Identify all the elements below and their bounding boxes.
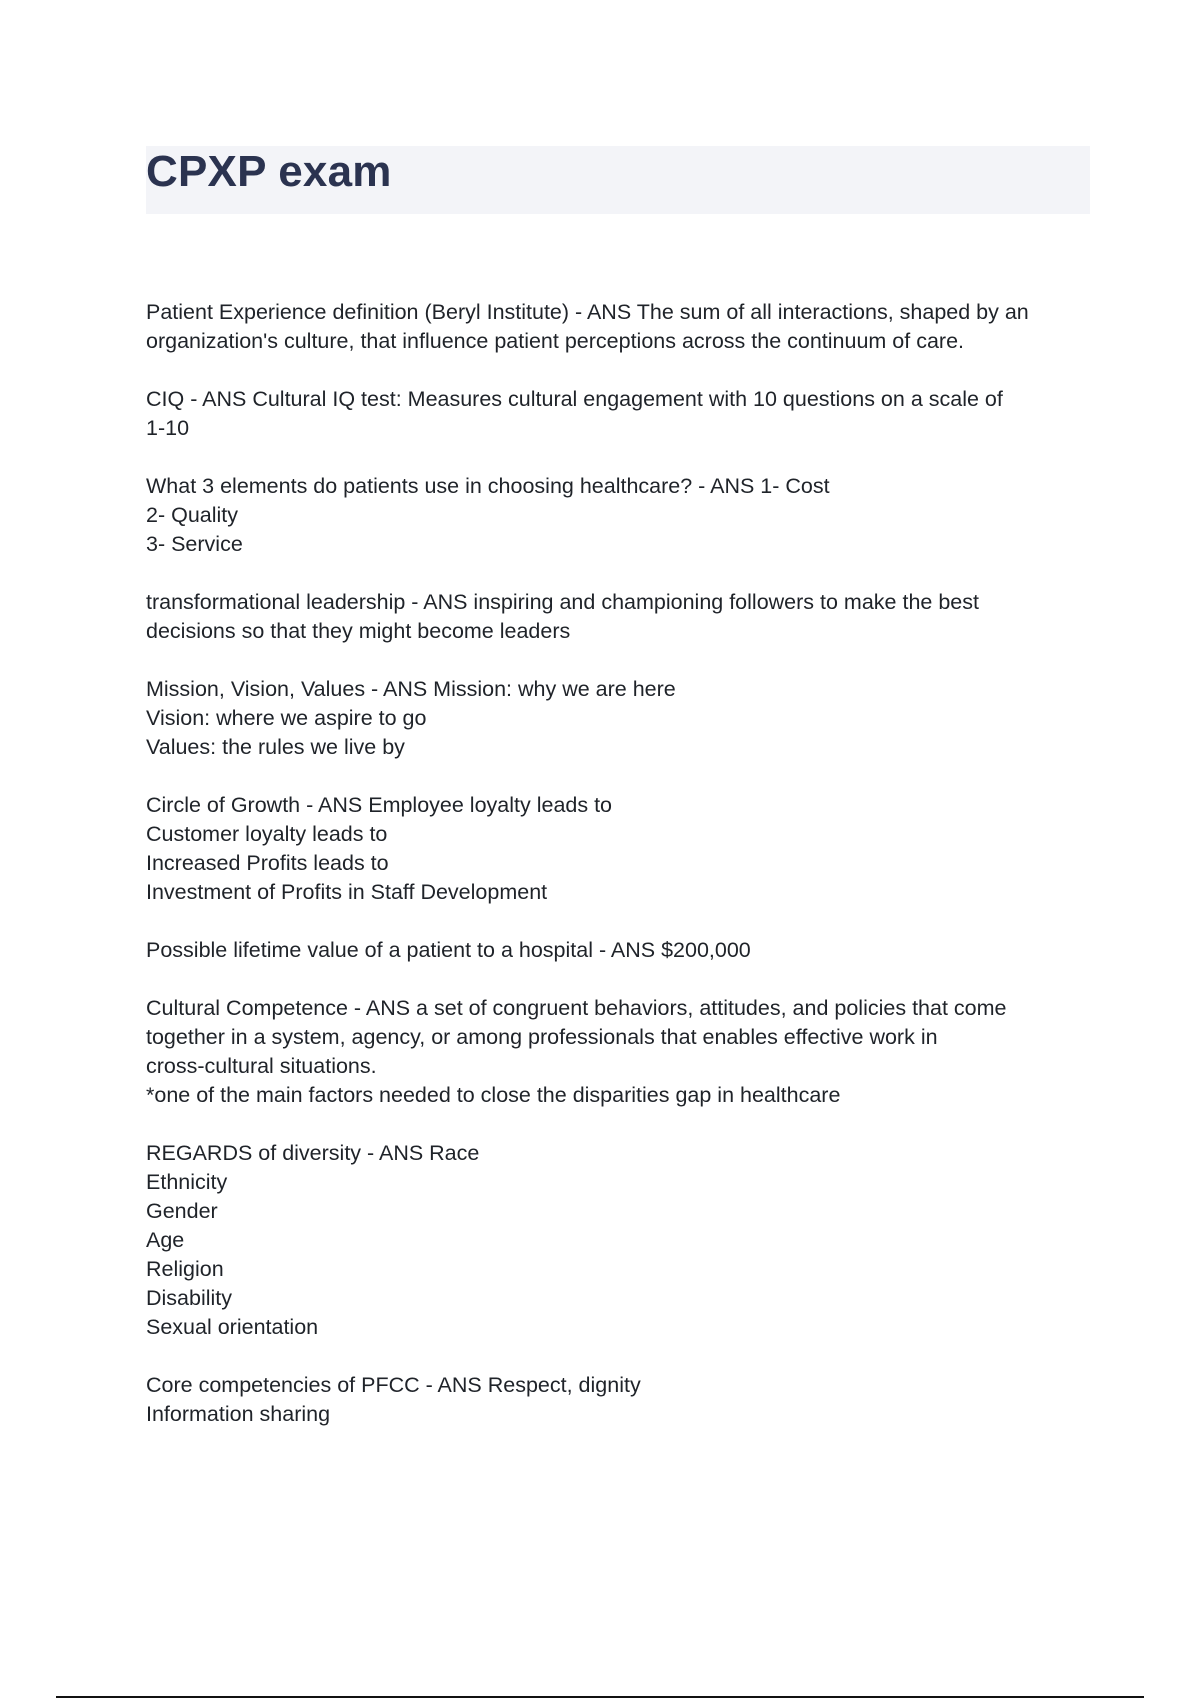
qa-entry-transformational-leadership: transformational leadership - ANS inspiring and championing followers to make the best decisions so that they might become leaders (146, 590, 979, 643)
qa-entry-ciq: CIQ - ANS Cultural IQ test: Measures cultural engagement with 10 questions on a scale of 1-10 (146, 387, 1003, 440)
qa-entry-healthcare-elements: What 3 elements do patients use in choosing healthcare? - ANS 1- Cost 2- Quality 3- Service (146, 474, 830, 556)
qa-entry-pfcc-competencies: Core competencies of PFCC - ANS Respect, dignity Information sharing (146, 1373, 641, 1426)
page-bottom-divider (56, 1696, 1144, 1698)
qa-entry-lifetime-value: Possible lifetime value of a patient to a hospital - ANS $200,000 (146, 938, 751, 962)
qa-list (146, 298, 1081, 1458)
document-title: CPXP exam (146, 147, 392, 196)
qa-entry-mission-vision-values: Mission, Vision, Values - ANS Mission: why we are here Vision: where we aspire to go Values: the rules we live by (146, 677, 676, 759)
qa-entry-patient-experience: Patient Experience definition (Beryl Institute) - ANS The sum of all interactions, shaped by an organization's culture, that influence patient perceptions across the continuum of care. (146, 300, 1029, 353)
qa-entry-regards-of-diversity: REGARDS of diversity - ANS Race Ethnicity Gender Age Religion Disability Sexual orientation (146, 1141, 480, 1339)
qa-entry-circle-of-growth: Circle of Growth - ANS Employee loyalty leads to Customer loyalty leads to Increased Profits leads to Investment of Profits in Staff Development (146, 793, 613, 904)
qa-entry-cultural-competence: Cultural Competence - ANS a set of congruent behaviors, attitudes, and policies that come together in a system, agency, or among professionals that enables effective work in cross-cultural situations. *one of the main factors needed to close the disparities gap in healthcare (146, 996, 1007, 1107)
